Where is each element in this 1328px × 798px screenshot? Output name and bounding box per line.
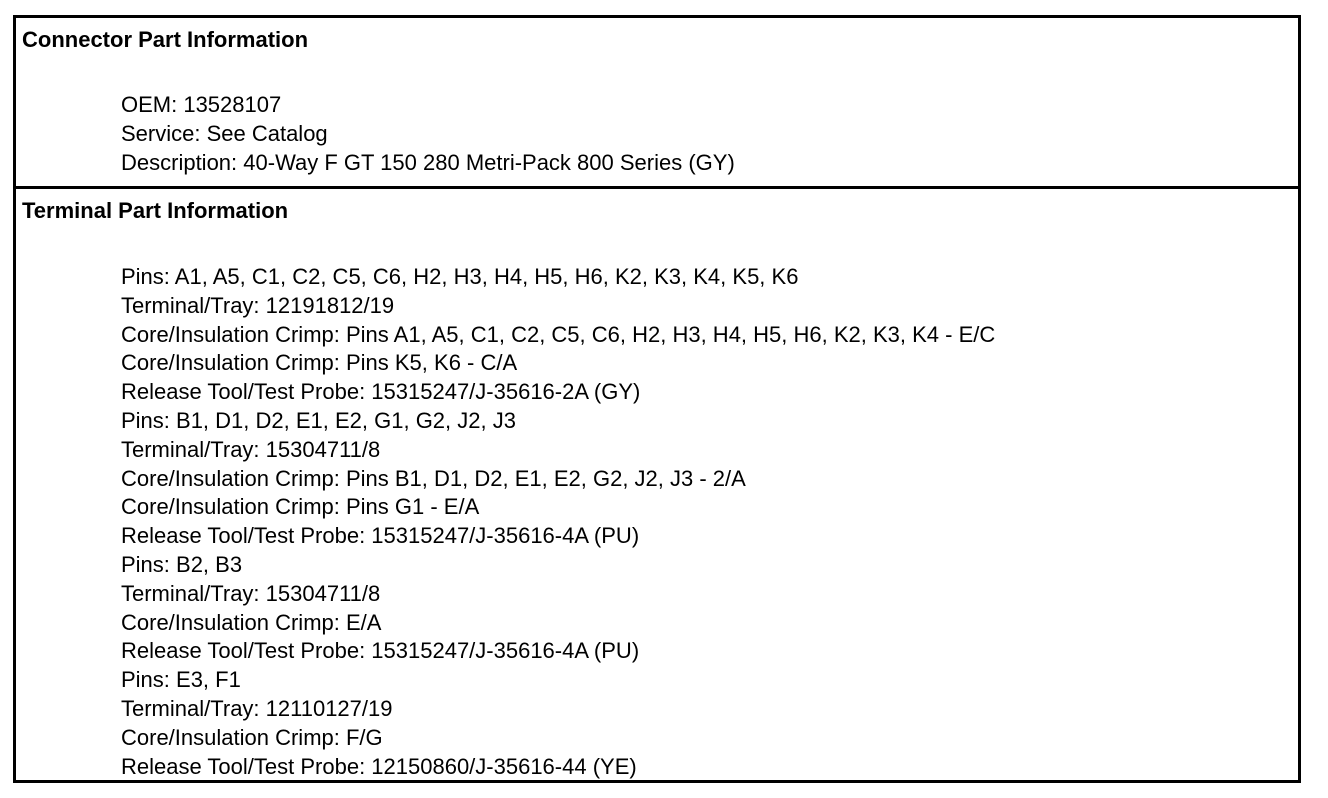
terminal-detail-line: Release Tool/Test Probe: 12150860/J-35616-44 (YE) [121, 753, 637, 779]
connector-part-heading: Connector Part Information [22, 27, 309, 52]
terminal-detail-line: Pins: E3, F1 [121, 667, 241, 693]
terminal-part-details [121, 263, 995, 781]
terminal-detail-line: Terminal/Tray: 12191812/19 [121, 292, 395, 318]
terminal-detail-line: Release Tool/Test Probe: 15315247/J-35616-2A (GY) [121, 379, 641, 405]
terminal-detail-line: Core/Insulation Crimp: E/A [121, 609, 382, 635]
terminal-detail-line: Core/Insulation Crimp: Pins B1, D1, D2, E1, E2, G2, J2, J3 - 2/A [121, 465, 746, 491]
terminal-detail-line: Release Tool/Test Probe: 15315247/J-35616-4A (PU) [121, 638, 640, 664]
connector-part-section [16, 18, 1298, 186]
terminal-part-section [16, 186, 1298, 780]
terminal-detail-line: Core/Insulation Crimp: Pins G1 - E/A [121, 494, 480, 520]
terminal-detail-line: Core/Insulation Crimp: Pins K5, K6 - C/A [121, 350, 518, 376]
terminal-detail-line: Pins: B1, D1, D2, E1, E2, G1, G2, J2, J3 [121, 407, 516, 433]
connector-part-details [121, 91, 735, 177]
terminal-detail-line: Terminal/Tray: 15304711/8 [121, 580, 381, 606]
terminal-detail-line: Core/Insulation Crimp: Pins A1, A5, C1, C2, C5, C6, H2, H3, H4, H5, H6, K2, K3, K4 - E/C [121, 321, 996, 347]
service-line: Service: See Catalog [121, 120, 328, 146]
description-line: Description: 40-Way F GT 150 280 Metri-Pack 800 Series (GY) [121, 149, 735, 175]
terminal-detail-line: Core/Insulation Crimp: F/G [121, 724, 383, 750]
terminal-detail-line: Terminal/Tray: 15304711/8 [121, 436, 381, 462]
terminal-part-heading: Terminal Part Information [22, 198, 289, 223]
connector-info-table [13, 15, 1301, 783]
terminal-detail-line: Terminal/Tray: 12110127/19 [121, 695, 393, 721]
terminal-detail-line: Pins: B2, B3 [121, 551, 243, 577]
terminal-detail-line: Release Tool/Test Probe: 15315247/J-35616-4A (PU) [121, 523, 640, 549]
oem-line: OEM: 13528107 [121, 92, 282, 117]
terminal-detail-line: Pins: A1, A5, C1, C2, C5, C6, H2, H3, H4, H5, H6, K2, K3, K4, K5, K6 [121, 264, 799, 289]
